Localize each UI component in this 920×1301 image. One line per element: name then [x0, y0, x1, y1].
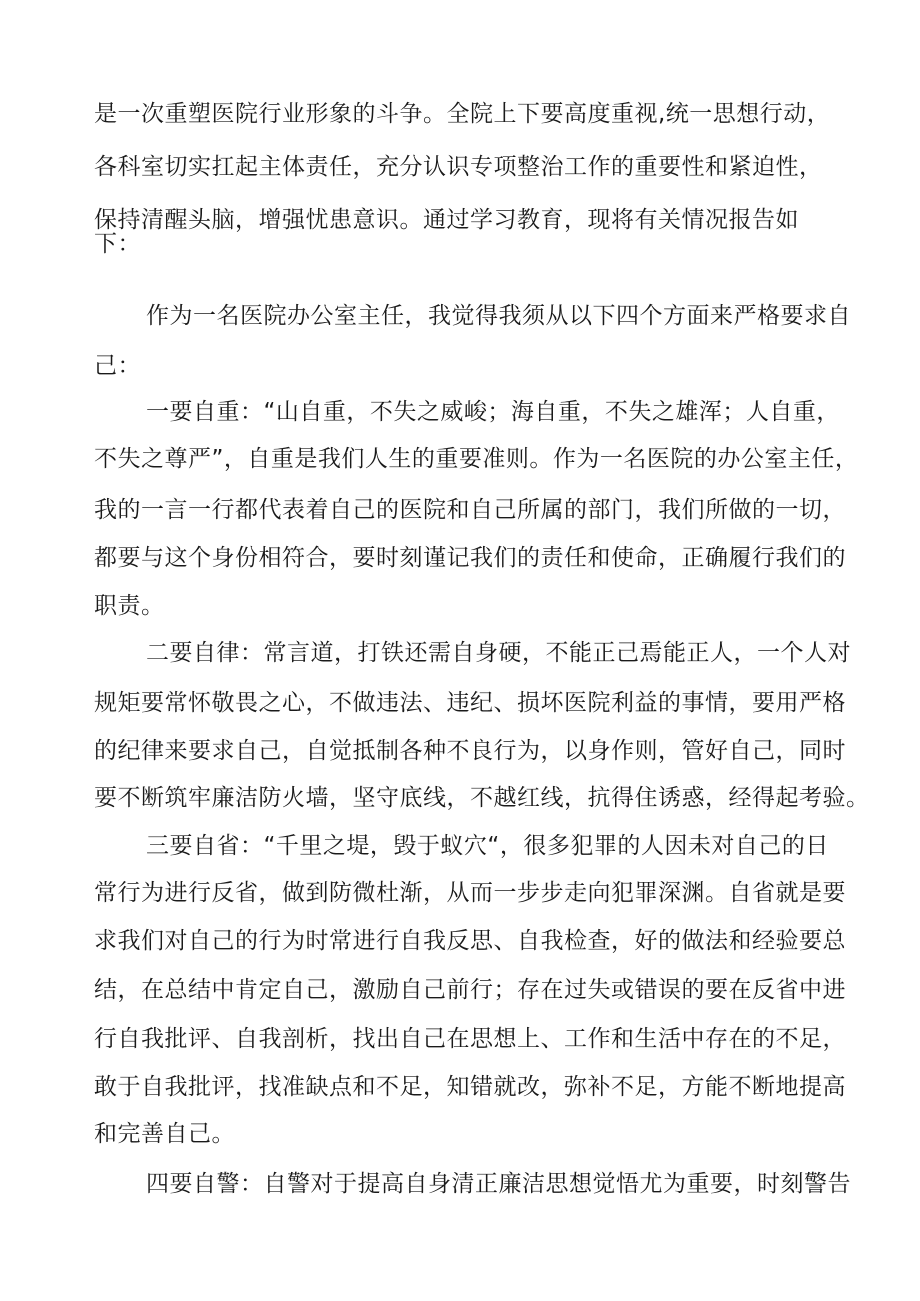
text-line: 规矩要常怀敬畏之心，不做违法、违纪、损坏医院利益的事情，要用严格 — [94, 690, 846, 716]
text-line: 求我们对自己的行为时常进行自我反思、自我检查，好的做法和经验要总 — [94, 928, 846, 954]
text-line: 和完善自己。 — [94, 1121, 235, 1147]
text-line: 己： — [94, 353, 141, 379]
text-line: 结，在总结中肯定自己，激励自己前行；存在过失或错误的要在反省中进 — [94, 977, 846, 1003]
text-line: 一要自重：“山自重，不失之威峻；海自重，不失之雄浑；人自重， — [146, 399, 840, 425]
text-line: 常行为进行反省，做到防微杜渐，从而一步步走向犯罪深渊。自省就是要 — [94, 880, 846, 906]
text-line: 要不断筑牢廉洁防火墙，坚守底线，不越红线，抗得住诱惑，经得起考验。 — [94, 785, 870, 811]
text-line: 二要自律：常言道，打铁还需自身硬，不能正己焉能正人，一个人对 — [146, 640, 851, 666]
text-line: 下： — [94, 231, 141, 257]
text-line: 行自我批评、自我剖析，找出自己在思想上、工作和生活中存在的不足， — [94, 1026, 846, 1052]
text-line: 三要自省：“千里之堤，毁于蚁穴“，很多犯罪的人因未对自己的日 — [146, 833, 829, 859]
text-line: 不失之尊严”，自重是我们人生的重要准则。作为一名医院的办公室主任， — [94, 446, 859, 472]
text-line: 四要自警：自警对于提高自身清正廉洁思想觉悟尤为重要，时刻警告 — [146, 1171, 851, 1197]
text-line: 保持清醒头脑，增强忧患意识。通过学习教育，现将有关情况报告如 — [94, 207, 799, 233]
text-line: 都要与这个身份相符合，要时刻谨记我们的责任和使命，正确履行我们的 — [94, 545, 846, 571]
text-line: 是一次重塑医院行业形象的斗争。全院上下要高度重视,统一思想行动， — [94, 101, 831, 127]
text-line: 我的一言一行都代表着自己的医院和自己所属的部门，我们所做的一切， — [94, 497, 846, 523]
text-line: 的纪律来要求自己，自觉抵制各种不良行为，以身作则，管好自己，同时 — [94, 738, 846, 764]
text-line: 各科室切实扛起主体责任，充分认识专项整治工作的重要性和紧迫性， — [94, 154, 823, 180]
text-line: 作为一名医院办公室主任，我觉得我须从以下四个方面来严格要求自 — [146, 303, 851, 329]
text-line: 职责。 — [94, 593, 165, 619]
text-line: 敢于自我批评，找准缺点和不足，知错就改，弥补不足，方能不断地提高 — [94, 1074, 846, 1100]
